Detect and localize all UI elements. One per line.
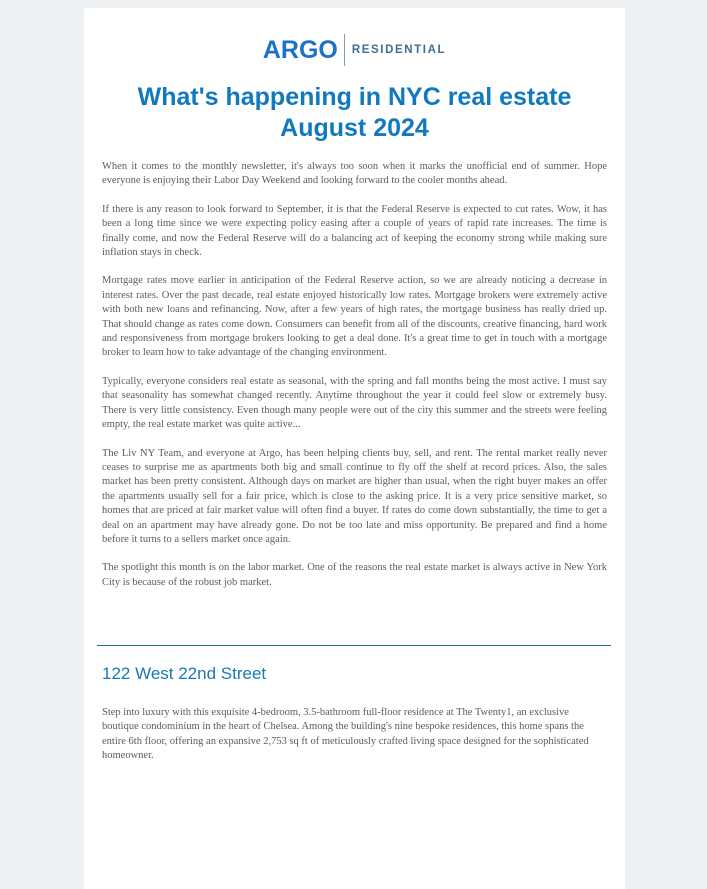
body-paragraph: When it comes to the monthly newsletter, it's always too soon when it marks the unofficial end of summer. Hope everyone is enjoying their Labor Day Weekend and looking forward to the cooler months ahead. — [102, 161, 607, 187]
body-paragraph: The spotlight this month is on the labor market. One of the reasons the real estate market is always active in New York City is because of the robust job market. — [102, 562, 607, 588]
body-paragraph: The Liv NY Team, and everyone at Argo, has been helping clients buy, sell, and rent. The rental market really never ceases to surprise me as apartments both big and small continue to fly off the shelf at record prices. Also, the sales market has been pretty consistent. Although days on market are higher than usual, when the right buyer makes an offer the apartments usually sell for a fair price, which is close to the asking price. It is a very price sensitive market, so homes that are priced at fair market value will often find a buyer. If rates do come down substantially, the time to get a deal on an apartment may have already gone. Do not be too late and miss opportunity. Be prepared and find a home before it turns to a sellers market once again. — [102, 447, 607, 545]
newsletter-headline — [94, 82, 615, 144]
argo-residential-logo[interactable] — [84, 33, 625, 67]
body-paragraph: If there is any reason to look forward to September, it is that the Federal Reserve is expected to cut rates. Wow, it has been a long time since we were expecting policy easing after a couple of years of rapid rate increases. The time is finally come, and now the Federal Reserve will do a balancing act of keeping the economy strong while making sure inflation stays in check. — [102, 203, 607, 259]
listing-title[interactable]: 122 West 22nd Street — [102, 664, 267, 683]
newsletter-card — [84, 8, 625, 889]
logo-divider — [344, 34, 345, 66]
newsletter-body — [102, 160, 607, 604]
section-divider — [97, 645, 611, 646]
headline-line-1: What's happening in NYC real estate — [137, 83, 572, 111]
body-paragraph: Typically, everyone considers real estate as seasonal, with the spring and fall months being the most active. I must say that seasonality has somewhat changed recently. Anytime throughout the year it could feel slow or extremely busy. There is very little consistency. Even though many people were out of the city this summer and the streets were feeling empty, the real estate market was quite active... — [102, 375, 607, 431]
logo-mark: ARGO — [262, 35, 338, 64]
body-paragraph: Mortgage rates move earlier in anticipation of the Federal Reserve action, so we are already noticing a decrease in interest rates. Over the past decade, real estate enjoyed historically low rates. Mortgage brokers were extremely active with both new loans and refinancing. Now, after a few years of high rates, the mortgage business has really dried up. That should change as rates come down. Consumers can benefit from all of the discounts, creative financing, hard work and responsiveness from mortgage brokers looking to get a deal done. It's a great time to get in touch with a mortgage broker to learn how to take advantage of the changing environment. — [102, 275, 607, 359]
headline-line-2: August 2024 — [280, 114, 429, 142]
listing-description: Step into luxury with this exquisite 4-bedroom, 3.5-bathroom full-floor residence at The Twenty1, an exclusive boutique condominium in the heart of Chelsea. Among the building's nine bespoke residences, this home spans the entire 6th floor, offering an expansive 2,753 sq ft of meticulously crafted living space designed for the sophisticated homeowner. — [102, 707, 589, 762]
logo-subtitle: RESIDENTIAL — [351, 44, 447, 56]
